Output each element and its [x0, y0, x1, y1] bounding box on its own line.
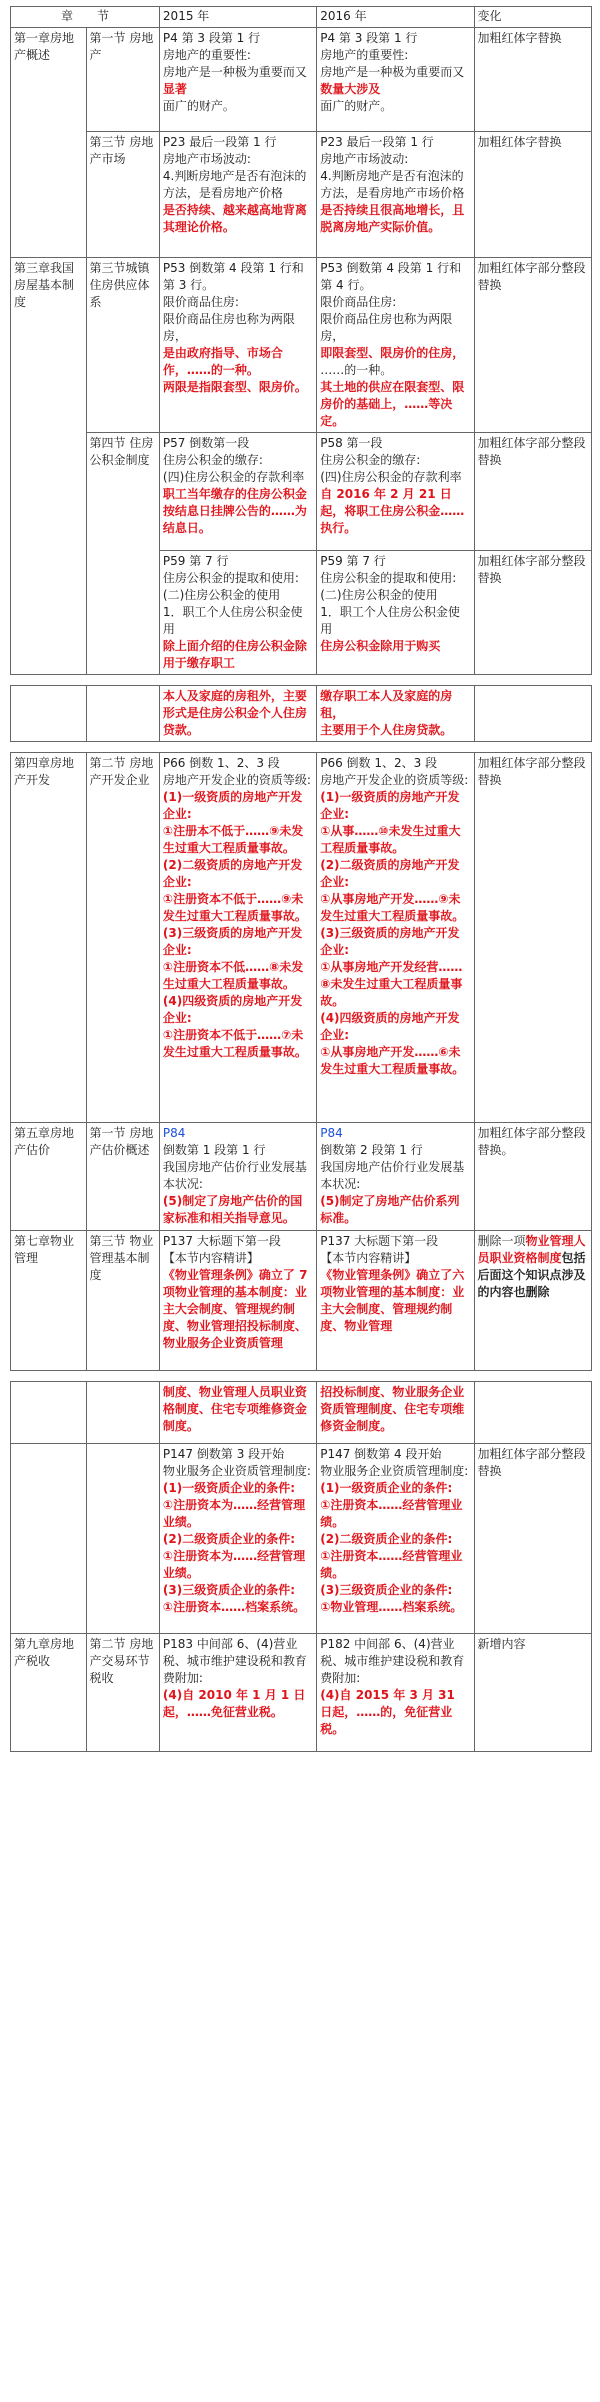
cell-text: 1．职工个人住房公积金使用	[320, 605, 460, 636]
emphasis-text: (3)三级资质的房地产开发企业:	[162, 926, 303, 957]
cell-text: P66 倒数 1、2、3 段	[162, 756, 280, 770]
emphasis-text: 其土地的供应在限套型、限房价的基础上，……等决定。	[320, 380, 465, 428]
section-cell: 第三节城镇住房供应体系	[86, 258, 159, 433]
cell-text: P4 第 3 段第 1 行	[320, 31, 418, 45]
emphasis-text: 《物业管理条例》确立了六项物业管理的基本制度：业主大会制度、管理规约制度、物业管理	[320, 1268, 465, 1333]
emphasis-text: 两限是指限套型、限房价。	[162, 380, 307, 394]
emphasis-text: 显著	[162, 82, 187, 96]
content-2015	[159, 433, 316, 551]
emphasis-text: (1)一级资质企业的条件:	[162, 1481, 296, 1495]
emphasis-text: 是由政府指导、市场合作，……的一种。	[162, 346, 283, 377]
content-2015	[159, 753, 316, 1123]
emphasis-text: 除上面介绍的住房公积金除用于缴存职工	[162, 639, 307, 670]
cell-text: P137 大标题下第一段	[320, 1234, 439, 1248]
emphasis-text: (4)自 2015 年 3 月 31 日起，……的，免征营业税。	[320, 1688, 455, 1736]
cell-text: P23 最后一段第 1 行	[162, 135, 277, 149]
emphasis-text: (2)二级资质的房地产开发企业:	[320, 858, 460, 889]
emphasis-text: ①注册资本为……经营管理业绩。	[162, 1498, 306, 1529]
cell-text: 房地产的重要性:	[162, 48, 251, 62]
table-header	[11, 7, 592, 28]
emphasis-text: (5)制定了房地产估价系列标准。	[320, 1194, 460, 1225]
content-2016	[317, 1382, 474, 1444]
content-2015	[159, 1123, 316, 1231]
cell-text: 【本节内容精讲】	[162, 1251, 259, 1265]
emphasis-text: ①物业管理……档案系统。	[320, 1600, 463, 1614]
cell-text: 房地产开发企业的资质等级:	[162, 773, 311, 787]
emphasis-text: 缴存职工本人及家庭的房租，	[320, 689, 453, 720]
content-2016	[317, 686, 474, 742]
emphasis-text: 职工当年缴存的住房公积金按结息日挂牌公告的……为结息日。	[162, 487, 307, 535]
content-2015	[159, 1634, 316, 1752]
table-row	[11, 1634, 592, 1752]
cell-text: P58 第一段	[320, 436, 383, 450]
emphasis-text: ①注册本不低于……⑨未发生过重大工程质量事故。	[162, 824, 304, 855]
content-2015	[159, 1231, 316, 1371]
cell-text: 倒数第 1 段第 1 行	[162, 1143, 266, 1157]
table-row	[11, 686, 592, 742]
cell-text: 房地产是一种极为重要而又	[320, 65, 465, 79]
emphasis-text: (3)三级资质的房地产开发企业:	[320, 926, 460, 957]
cell-text: 【本节内容精讲】	[320, 1251, 417, 1265]
content-2015	[159, 551, 316, 675]
content-2015	[159, 28, 316, 132]
emphasis-text: ①注册资本……档案系统。	[162, 1600, 306, 1614]
cell-text: 1．职工个人住房公积金使用	[162, 605, 303, 636]
cell-text: P23 最后一段第 1 行	[320, 135, 434, 149]
chapter-cell: 第三章我国房屋基本制度	[11, 258, 87, 675]
cell-text: 房地产开发企业的资质等级:	[320, 773, 469, 787]
emphasis-text: ①注册资本为……经营管理业绩。	[162, 1549, 306, 1580]
emphasis-text: 招投标制度、物业服务企业资质管理制度、住宅专项维修资金制度。	[320, 1385, 465, 1433]
section-cell: 第二节 房地产交易环节税收	[86, 1634, 159, 1752]
content-2015	[159, 1382, 316, 1444]
cell-text: P57 倒数第一段	[162, 436, 250, 450]
cell-text: (四)住房公积金的存款利率	[162, 470, 305, 484]
section-cell: 第四节 住房公积金制度	[86, 433, 159, 675]
cell-text: P53 倒数第 4 段第 1 行和第 3 行。	[162, 261, 304, 292]
emphasis-text: ①注册资本不低于……⑦未发生过重大工程质量事故。	[162, 1028, 307, 1059]
content-2016	[317, 1231, 474, 1371]
emphasis-text: 住房公积金除用于购买	[320, 639, 441, 653]
cell-text: 删除一项	[477, 1234, 526, 1248]
chapter-cell	[11, 686, 87, 742]
cell-text: 房地产是一种极为重要而又	[162, 65, 307, 79]
content-2016	[317, 1444, 474, 1634]
section-cell	[86, 1382, 159, 1444]
cell-text: 倒数第 2 段第 1 行	[320, 1143, 423, 1157]
emphasis-text: ①注册资本不低……⑧未发生过重大工程质量事故。	[162, 960, 304, 991]
header-2015: 2015 年	[159, 7, 316, 28]
table-row	[11, 433, 592, 551]
section-cell: 第一节 房地产	[86, 28, 159, 132]
change-cell: 加粗红体字部分整段替换	[474, 551, 591, 675]
cell-text: 限价商品住房:	[320, 295, 397, 309]
chapter-cell	[11, 1444, 87, 1634]
cell-text: P147 倒数第 3 段开始	[162, 1447, 285, 1461]
cell-text: 面广的财产。	[162, 99, 235, 113]
emphasis-text: (3)三级资质企业的条件:	[162, 1583, 296, 1597]
cell-text: P4 第 3 段第 1 行	[162, 31, 261, 45]
section-cell: 第二节 房地产开发企业	[86, 753, 159, 1123]
emphasis-text: ①从事房地产开发经营……⑧未发生过重大工程质量事故。	[320, 960, 463, 1008]
emphasis-text: 主要用于个人住房贷款。	[320, 723, 453, 737]
section-cell: 第一节 房地产估价概述	[86, 1123, 159, 1231]
emphasis-text: 即限套型、限房价的住房，	[320, 346, 465, 360]
change-cell: 加粗红体字部分整段替换	[474, 433, 591, 551]
emphasis-text: ①从事房地产开发……⑨未发生过重大工程质量事故。	[320, 892, 465, 923]
emphasis-text: 数量大涉及	[320, 82, 381, 96]
content-2016	[317, 28, 474, 132]
page-break	[11, 675, 592, 686]
cell-text: P66 倒数 1、2、3 段	[320, 756, 438, 770]
emphasis-text: (4)四级资质的房地产开发企业:	[162, 994, 303, 1025]
change-cell: 加粗红体字替换	[474, 28, 591, 132]
content-2016	[317, 1123, 474, 1231]
page-break	[11, 742, 592, 753]
cell-text: 住房公积金的缴存:	[162, 453, 263, 467]
emphasis-text: (1)一级资质的房地产开发企业:	[162, 790, 303, 821]
cell-text: P84	[320, 1126, 343, 1140]
emphasis-text: ①注册资本……经营管理业绩。	[320, 1498, 463, 1529]
emphasis-text: (1)一级资质的房地产开发企业:	[320, 790, 460, 821]
header-chapter: 章 节	[11, 7, 160, 28]
emphasis-text: 本人及家庭的房租外，主要形式是住房公积金个人住房贷款。	[162, 689, 307, 737]
content-2015	[159, 258, 316, 433]
content-2016	[317, 132, 474, 258]
emphasis-text: (5)制定了房地产估价的国家标准和相关指导意见。	[162, 1194, 303, 1225]
chapter-cell: 第四章房地产开发	[11, 753, 87, 1123]
emphasis-text: 制度、物业管理人员职业资格制度、住宅专项维修资金制度。	[162, 1385, 307, 1433]
chapter-cell: 第一章房地产概述	[11, 28, 87, 258]
cell-text: 住房公积金的提取和使用:	[320, 571, 457, 585]
content-2015	[159, 1444, 316, 1634]
change-cell: 加粗红体字部分整段替换	[474, 258, 591, 433]
cell-text: P183 中间部 6、(4)营业税、城市维护建设税和教育费附加:	[162, 1637, 307, 1685]
comparison-table	[10, 6, 592, 1752]
emphasis-text: ①注册资本不低于……⑨未发生过重大工程质量事故。	[162, 892, 307, 923]
table-row	[11, 28, 592, 132]
table-row	[11, 132, 592, 258]
content-2016	[317, 258, 474, 433]
emphasis-text: (2)二级资质企业的条件:	[320, 1532, 453, 1546]
table-row	[11, 1123, 592, 1231]
cell-text: 包括后面这个知识点涉及的内容也删除	[477, 1251, 586, 1299]
table-row	[11, 753, 592, 1123]
cell-text: P59 第 7 行	[320, 554, 386, 568]
table-row	[11, 1382, 592, 1444]
cell-text: 房地产市场波动:	[320, 152, 409, 166]
cell-text: P182 中间部 6、(4)营业税、城市维护建设税和教育费附加:	[320, 1637, 465, 1685]
emphasis-text: (2)二级资质的房地产开发企业:	[162, 858, 303, 889]
cell-text: 物业服务企业资质管理制度:	[320, 1464, 469, 1478]
section-cell	[86, 1444, 159, 1634]
emphasis-text: 是否持续且很高地增长，且脱离房地产实际价值。	[320, 203, 465, 234]
chapter-cell: 第五章房地产估价	[11, 1123, 87, 1231]
cell-text: 4.判断房地产是否有泡沫的方法，是看房地产市场价格	[320, 169, 465, 200]
cell-text: 物业服务企业资质管理制度:	[162, 1464, 311, 1478]
table-row	[11, 1444, 592, 1634]
cell-text: 限价商品住房也称为两限房，	[320, 312, 453, 343]
page-break	[11, 1371, 592, 1382]
cell-text: 限价商品住房:	[162, 295, 239, 309]
emphasis-text: ①从事……⑩未发生过重大工程质量事故。	[320, 824, 461, 855]
cell-text: P53 倒数第 4 段第 1 行和第 4 行。	[320, 261, 462, 292]
cell-text: 我国房地产估价行业发展基本状况:	[320, 1160, 465, 1191]
chapter-cell: 第九章房地产税收	[11, 1634, 87, 1752]
change-cell	[474, 686, 591, 742]
emphasis-text: ①从事房地产开发……⑥未发生过重大工程质量事故。	[320, 1045, 465, 1076]
header-change: 变化	[474, 7, 591, 28]
emphasis-text: ①注册资本……经营管理业绩。	[320, 1549, 463, 1580]
cell-text: P84	[162, 1126, 186, 1140]
cell-text: (四)住房公积金的存款利率	[320, 470, 462, 484]
cell-text: 我国房地产估价行业发展基本状况:	[162, 1160, 307, 1191]
content-2016	[317, 1634, 474, 1752]
emphasis-text: (4)四级资质的房地产开发企业:	[320, 1011, 460, 1042]
change-cell: 加粗红体字替换	[474, 132, 591, 258]
cell-text: (二)住房公积金的使用	[320, 588, 438, 602]
cell-text: P137 大标题下第一段	[162, 1234, 281, 1248]
emphasis-text: 是否持续、越来越高地背离其理论价格。	[162, 203, 307, 234]
emphasis-text: (4)自 2010 年 1 月 1 日起，……免征营业税。	[162, 1688, 306, 1719]
chapter-cell	[11, 1382, 87, 1444]
change-cell: 新增内容	[474, 1634, 591, 1752]
change-cell: 加粗红体字部分整段替换	[474, 1444, 591, 1634]
content-2016	[317, 753, 474, 1123]
section-cell: 第三节 物业管理基本制度	[86, 1231, 159, 1371]
header-2016: 2016 年	[317, 7, 474, 28]
change-cell	[474, 1382, 591, 1444]
table-row	[11, 1231, 592, 1371]
section-cell	[86, 686, 159, 742]
cell-text: P147 倒数第 4 段开始	[320, 1447, 442, 1461]
table-row	[11, 258, 592, 433]
cell-text: (二)住房公积金的使用	[162, 588, 281, 602]
emphasis-text: (1)一级资质企业的条件:	[320, 1481, 453, 1495]
cell-text: 限价商品住房也称为两限房，	[162, 312, 295, 343]
emphasis-text: 《物业管理条例》确立了 7 项物业管理的基本制度：业主大会制度、管理规约制度、物业管理招投标制度、物业服务企业资质管理	[162, 1268, 308, 1350]
cell-text: 房地产的重要性:	[320, 48, 409, 62]
change-cell	[474, 1231, 591, 1371]
cell-text: 住房公积金的缴存:	[320, 453, 421, 467]
content-2015	[159, 132, 316, 258]
section-cell: 第三节 房地产市场	[86, 132, 159, 258]
cell-text: 房地产市场波动:	[162, 152, 251, 166]
content-2016	[317, 551, 474, 675]
chapter-cell: 第七章物业管理	[11, 1231, 87, 1371]
cell-text: ……的一种。	[320, 363, 393, 377]
cell-text: 面广的财产。	[320, 99, 393, 113]
content-2016	[317, 433, 474, 551]
change-cell: 加粗红体字部分整段替换	[474, 753, 591, 1123]
emphasis-text: 自 2016 年 2 月 21 日起，将职工住房公积金……执行。	[320, 487, 465, 535]
emphasis-text: (3)三级资质企业的条件:	[320, 1583, 453, 1597]
cell-text: 4.判断房地产是否有泡沫的方法，是看房地产价格	[162, 169, 307, 200]
change-cell: 加粗红体字部分整段替换。	[474, 1123, 591, 1231]
cell-text: 住房公积金的提取和使用:	[162, 571, 299, 585]
emphasis-text: 物业管理人员职业资格制度	[477, 1234, 586, 1265]
cell-text: P59 第 7 行	[162, 554, 229, 568]
emphasis-text: (2)二级资质企业的条件:	[162, 1532, 296, 1546]
content-2015	[159, 686, 316, 742]
